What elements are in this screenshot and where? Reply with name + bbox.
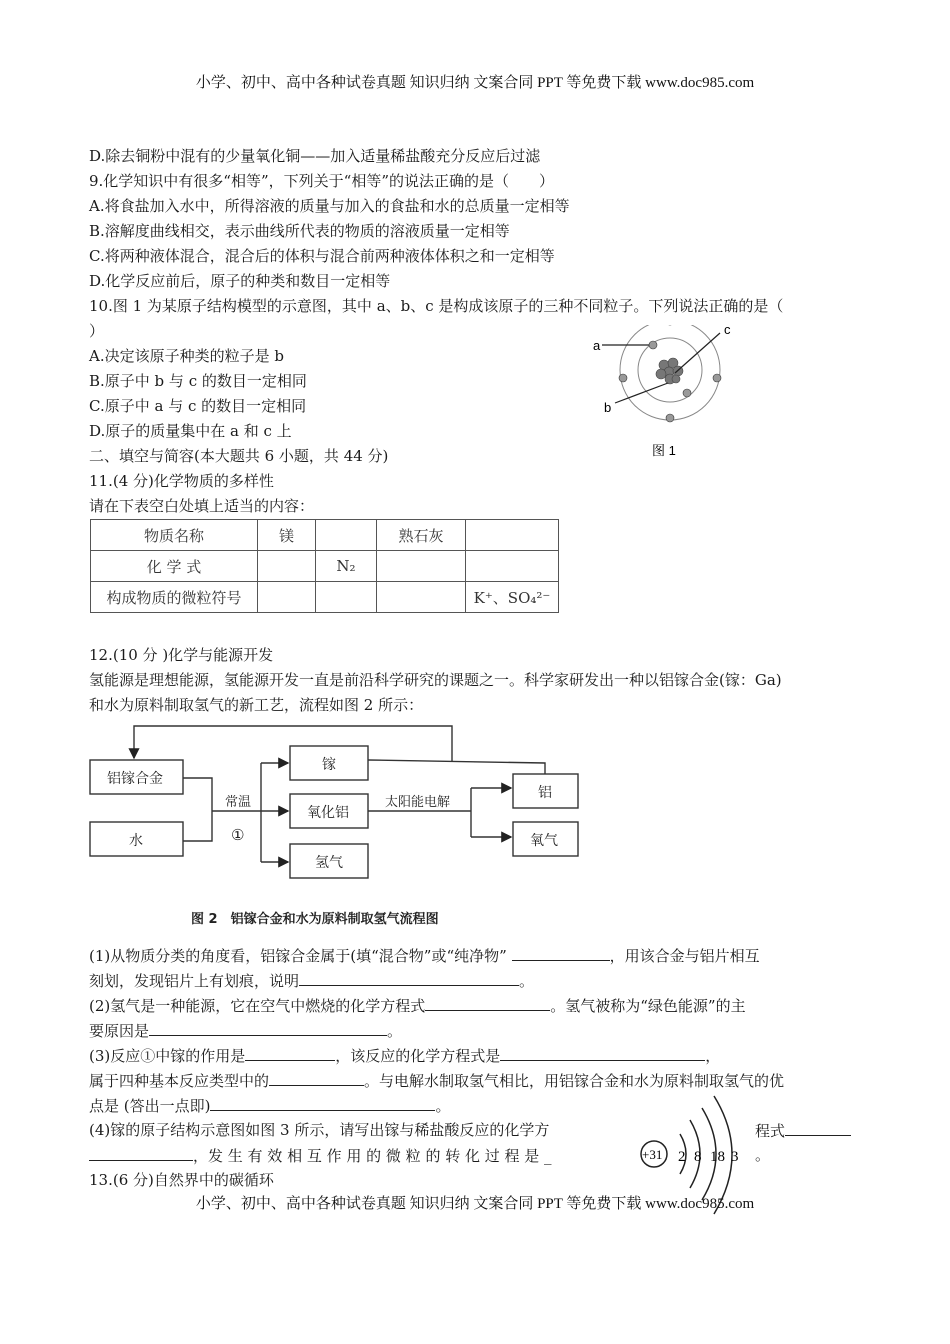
q9-option-d: D.化学反应前后，原子的种类和数目一定相等 <box>89 272 391 290</box>
q12-part4-line2 <box>89 1145 552 1166</box>
svg-text:氧化铝: 氧化铝 <box>307 805 349 821</box>
answer-blank[interactable] <box>785 1120 851 1136</box>
svg-text:太阳能电解: 太阳能电解 <box>385 795 451 810</box>
q12-intro-2: 和水为原料制取氢气的新工艺，流程如图 2 所示： <box>89 696 424 714</box>
table-cell[interactable] <box>316 582 377 613</box>
svg-text:+31: +31 <box>642 1147 663 1162</box>
q12-part1-text-a: (1)从物质分类的角度看，铝镓合金属于(填“混合物”或“纯净物” <box>89 947 507 965</box>
svg-text:c: c <box>724 325 731 337</box>
q9-stem: 9.化学知识中有很多“相等”，下列关于“相等”的说法正确的是（ ） <box>89 172 554 190</box>
svg-text:b: b <box>604 400 612 415</box>
q12-part1-line1 <box>89 945 760 966</box>
q12-part4-line1-end <box>755 1120 851 1141</box>
answer-blank[interactable] <box>210 1095 435 1111</box>
q12-part4-text-a: (4)镓的原子结构示意图如图 3 所示，请写出镓与稀盐酸反应的化学方 <box>89 1121 550 1139</box>
q12-part3-text-d: 。与电解水制取氢气相比，用铝镓合金和水为原料制取氢气的优 <box>364 1072 785 1090</box>
q12-part2-line2 <box>89 1020 402 1041</box>
q12-part3-text-c: 属于四种基本反应类型中的 <box>89 1072 270 1090</box>
table-cell: 熟石灰 <box>377 520 466 551</box>
svg-text:图 1: 图 1 <box>652 443 676 458</box>
q12-part2-line1 <box>89 995 746 1016</box>
answer-blank[interactable] <box>149 1020 387 1036</box>
q12-part2-text-c: 要原因是 <box>89 1022 150 1040</box>
q12-part4-text-c: ，发 生 有 效 相 互 作 用 的 微 粒 的 转 化 过 程 是 _ <box>193 1147 552 1165</box>
q10-option-c: C.原子中 a 与 c 的数目一定相同 <box>89 397 307 415</box>
q10-option-b: B.原子中 b 与 c 的数目一定相同 <box>89 372 307 390</box>
q11-instruction: 请在下表空白处填上适当的内容： <box>89 497 315 515</box>
svg-text:氢气: 氢气 <box>315 855 343 871</box>
table-row <box>91 582 559 613</box>
table-cell: K⁺、SO₄²⁻ <box>466 582 559 613</box>
table-cell[interactable] <box>258 582 316 613</box>
svg-text:铝: 铝 <box>538 785 552 801</box>
q12-part2-text-a: (2)氢气是一种能源，它在空气中燃烧的化学方程式 <box>89 997 426 1015</box>
svg-text:镓: 镓 <box>322 757 336 773</box>
answer-blank[interactable] <box>245 1045 335 1061</box>
q12-part4-text-b: 程式 <box>755 1122 786 1140</box>
q9-option-b: B.溶解度曲线相交，表示曲线所代表的物质的溶液质量一定相等 <box>89 222 510 240</box>
q12-part3-text-b: ，该反应的化学方程式是 <box>335 1047 501 1065</box>
table-cell: 物质名称 <box>91 520 258 551</box>
q11-title: 11.(4 分)化学物质的多样性 <box>89 472 274 490</box>
table-cell: 化 学 式 <box>91 551 258 582</box>
table-row <box>91 551 559 582</box>
table-row <box>91 520 559 551</box>
substance-table <box>90 519 559 613</box>
q12-part1-text-b: ，用该合金与铝片相互 <box>609 947 760 965</box>
q12-part4-line1 <box>89 1120 549 1140</box>
period: 。 <box>387 1022 403 1040</box>
answer-blank[interactable] <box>89 1145 193 1161</box>
table-cell: 镁 <box>258 520 316 551</box>
table-cell[interactable] <box>316 520 377 551</box>
svg-text:图 2 铝镓合金和水为原料制取氢气流程图: 图 2 铝镓合金和水为原料制取氢气流程图 <box>191 912 439 927</box>
q12-part3-text-a: (3)反应①中镓的作用是 <box>89 1047 246 1065</box>
atom-model-figure <box>590 325 750 465</box>
q13-title: 13.(6 分)自然界中的碳循环 <box>89 1171 274 1189</box>
process-flowchart <box>85 720 585 930</box>
answer-blank[interactable] <box>500 1045 705 1061</box>
q12-title: 12.(10 分 )化学与能源开发 <box>89 646 274 664</box>
svg-text:氧气: 氧气 <box>530 833 558 849</box>
page-header: 小学、初中、高中各种试卷真题 知识归纳 文案合同 PPT 等免费下载 www.doc985.com <box>195 75 755 91</box>
svg-text:18: 18 <box>710 1149 725 1165</box>
svg-text:a: a <box>593 338 601 353</box>
svg-text:铝镓合金: 铝镓合金 <box>107 771 163 787</box>
svg-text:①: ① <box>231 826 245 844</box>
q10-option-d: D.原子的质量集中在 a 和 c 上 <box>89 422 292 440</box>
q12-part3-line3 <box>89 1095 451 1116</box>
q12-part1-line2 <box>89 970 534 991</box>
svg-text:水: 水 <box>129 833 143 849</box>
svg-text:3: 3 <box>731 1149 739 1165</box>
svg-text:常温: 常温 <box>225 795 252 810</box>
period: 。 <box>435 1097 451 1115</box>
table-cell[interactable] <box>258 551 316 582</box>
table-cell[interactable] <box>466 520 559 551</box>
q12-part3-line2 <box>89 1070 784 1091</box>
q9-option-a: A.将食盐加入水中，所得溶液的质量与加入的食盐和水的总质量一定相等 <box>89 197 570 215</box>
table-cell: 构成物质的微粒符号 <box>91 582 258 613</box>
q12-part3-line1 <box>89 1045 720 1066</box>
table-cell[interactable] <box>466 551 559 582</box>
q12-part1-text-c: 刻划，发现铝片上有划痕，说明 <box>89 972 300 990</box>
period: 。 <box>519 972 535 990</box>
answer-blank[interactable] <box>299 970 519 986</box>
table-cell[interactable] <box>377 582 466 613</box>
answer-blank[interactable] <box>269 1070 364 1086</box>
section-2-title: 二、填空与简容(本大题共 6 小题，共 44 分) <box>89 447 389 465</box>
table-cell: N₂ <box>316 551 377 582</box>
q9-option-c: C.将两种液体混合，混合后的体积与混合前两种液体体积之和一定相等 <box>89 247 555 265</box>
q12-part4-period: 。 <box>755 1146 771 1164</box>
answer-blank[interactable] <box>425 995 550 1011</box>
table-cell[interactable] <box>377 551 466 582</box>
q10-stem: 10.图 1 为某原子结构模型的示意图，其中 a、b、c 是构成该原子的三种不同粒子。下列说法正确的是（ <box>89 297 784 315</box>
q10-stem-end: ） <box>89 322 105 340</box>
comma: ， <box>705 1047 721 1065</box>
answer-blank[interactable] <box>512 945 610 961</box>
q8-option-d: D.除去铜粉中混有的少量氧化铜——加入适量稀盐酸充分反应后过滤 <box>89 147 541 165</box>
q10-option-a: A.决定该原子种类的粒子是 b <box>89 347 284 365</box>
q12-part3-text-e: 点是 (答出一点即) <box>89 1097 211 1115</box>
q12-part2-text-b: 。氢气被称为“绿色能源”的主 <box>550 997 746 1015</box>
svg-text:8: 8 <box>694 1149 702 1165</box>
page-footer: 小学、初中、高中各种试卷真题 知识归纳 文案合同 PPT 等免费下载 www.doc985.com <box>195 1196 755 1212</box>
svg-text:2: 2 <box>678 1149 686 1165</box>
q12-intro-1: 氢能源是理想能源，氢能源开发一直是前沿科学研究的课题之一。科学家研发出一种以铝镓合金(镓：Ga) <box>89 671 782 689</box>
